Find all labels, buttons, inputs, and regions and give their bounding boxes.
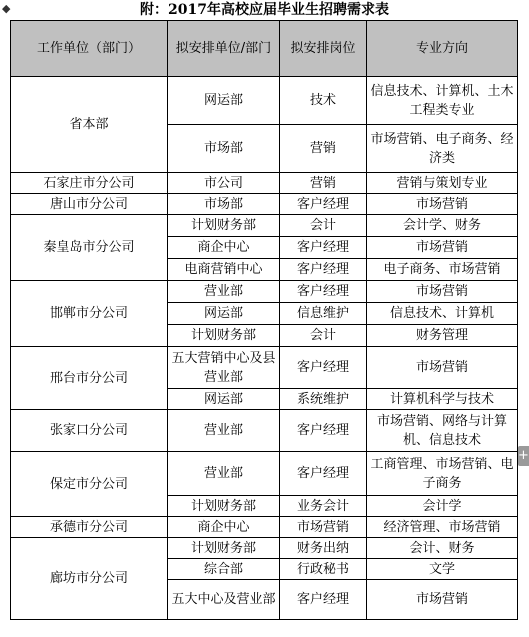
unit-cell: 邯郸市分公司 [11, 281, 168, 347]
dept-cell: 市场部 [168, 125, 280, 173]
post-cell: 行政秘书 [280, 559, 367, 580]
post-cell: 客户经理 [280, 259, 367, 281]
post-cell: 客户经理 [280, 580, 367, 620]
unit-cell: 廊坊市分公司 [11, 538, 168, 620]
post-cell: 会计 [280, 325, 367, 347]
header-dept: 拟安排单位/部门 [168, 21, 280, 77]
table-row [11, 538, 518, 559]
dept-cell: 电商营销中心 [168, 259, 280, 281]
dept-cell: 计划财务部 [168, 215, 280, 237]
major-cell: 市场营销 [367, 347, 518, 389]
table-row [11, 517, 518, 538]
post-cell: 业务会计 [280, 496, 367, 517]
post-cell: 营销 [280, 125, 367, 173]
corner-marker: ◆ [2, 2, 11, 15]
dept-cell: 营业部 [168, 452, 280, 496]
post-cell: 财务出纳 [280, 538, 367, 559]
major-cell: 市场营销、电子商务、经济类 [367, 125, 518, 173]
major-cell: 会计学、财务 [367, 215, 518, 237]
page-title: 附：2017年高校应届毕业生招聘需求表 [140, 2, 389, 18]
dept-cell: 计划财务部 [168, 538, 280, 559]
major-cell: 市场营销 [367, 281, 518, 303]
post-cell: 客户经理 [280, 237, 367, 259]
dept-cell: 商企中心 [168, 237, 280, 259]
side-scroll-handle[interactable]: + [518, 446, 529, 466]
table-row [11, 194, 518, 215]
dept-cell: 网运部 [168, 77, 280, 125]
dept-cell: 市公司 [168, 173, 280, 194]
dept-cell: 营业部 [168, 410, 280, 452]
major-cell: 信息技术、计算机、土木工程类专业 [367, 77, 518, 125]
major-cell: 市场营销 [367, 237, 518, 259]
major-cell: 财务管理 [367, 325, 518, 347]
post-cell: 信息维护 [280, 303, 367, 325]
post-cell: 客户经理 [280, 452, 367, 496]
dept-cell: 五大营销中心及县营业部 [168, 347, 280, 389]
major-cell: 会计学 [367, 496, 518, 517]
dept-cell: 商企中心 [168, 517, 280, 538]
unit-cell: 石家庄市分公司 [11, 173, 168, 194]
dept-cell: 网运部 [168, 389, 280, 410]
table-row [11, 347, 518, 389]
post-cell: 客户经理 [280, 194, 367, 215]
header-post: 拟安排岗位 [280, 21, 367, 77]
dept-cell: 网运部 [168, 303, 280, 325]
unit-cell: 唐山市分公司 [11, 194, 168, 215]
dept-cell: 计划财务部 [168, 325, 280, 347]
unit-cell: 秦皇岛市分公司 [11, 215, 168, 281]
major-cell: 市场营销 [367, 194, 518, 215]
header-major: 专业方向 [367, 21, 518, 77]
dept-cell: 计划财务部 [168, 496, 280, 517]
unit-cell: 保定市分公司 [11, 452, 168, 517]
major-cell: 文学 [367, 559, 518, 580]
unit-cell: 省本部 [11, 77, 168, 173]
unit-cell: 承德市分公司 [11, 517, 168, 538]
major-cell: 市场营销、网络与计算机、信息技术 [367, 410, 518, 452]
recruitment-table [10, 20, 518, 620]
table-row [11, 281, 518, 303]
table-row [11, 77, 518, 125]
header-unit: 工作单位（部门） [11, 21, 168, 77]
dept-cell: 五大中心及营业部 [168, 580, 280, 620]
table-row [11, 410, 518, 452]
post-cell: 会计 [280, 215, 367, 237]
post-cell: 客户经理 [280, 347, 367, 389]
unit-cell: 邢台市分公司 [11, 347, 168, 410]
major-cell: 计算机科学与技术 [367, 389, 518, 410]
major-cell: 会计、财务 [367, 538, 518, 559]
post-cell: 系统维护 [280, 389, 367, 410]
major-cell: 营销与策划专业 [367, 173, 518, 194]
post-cell: 客户经理 [280, 410, 367, 452]
post-cell: 市场营销 [280, 517, 367, 538]
major-cell: 信息技术、计算机 [367, 303, 518, 325]
table-row [11, 173, 518, 194]
table-row [11, 215, 518, 237]
major-cell: 工商管理、市场营销、电子商务 [367, 452, 518, 496]
post-cell: 客户经理 [280, 281, 367, 303]
unit-cell: 张家口分公司 [11, 410, 168, 452]
major-cell: 电子商务、市场营销 [367, 259, 518, 281]
major-cell: 经济管理、市场营销 [367, 517, 518, 538]
table-row [11, 452, 518, 496]
dept-cell: 综合部 [168, 559, 280, 580]
post-cell: 营销 [280, 173, 367, 194]
post-cell: 技术 [280, 77, 367, 125]
major-cell: 市场营销 [367, 580, 518, 620]
dept-cell: 营业部 [168, 281, 280, 303]
dept-cell: 市场部 [168, 194, 280, 215]
